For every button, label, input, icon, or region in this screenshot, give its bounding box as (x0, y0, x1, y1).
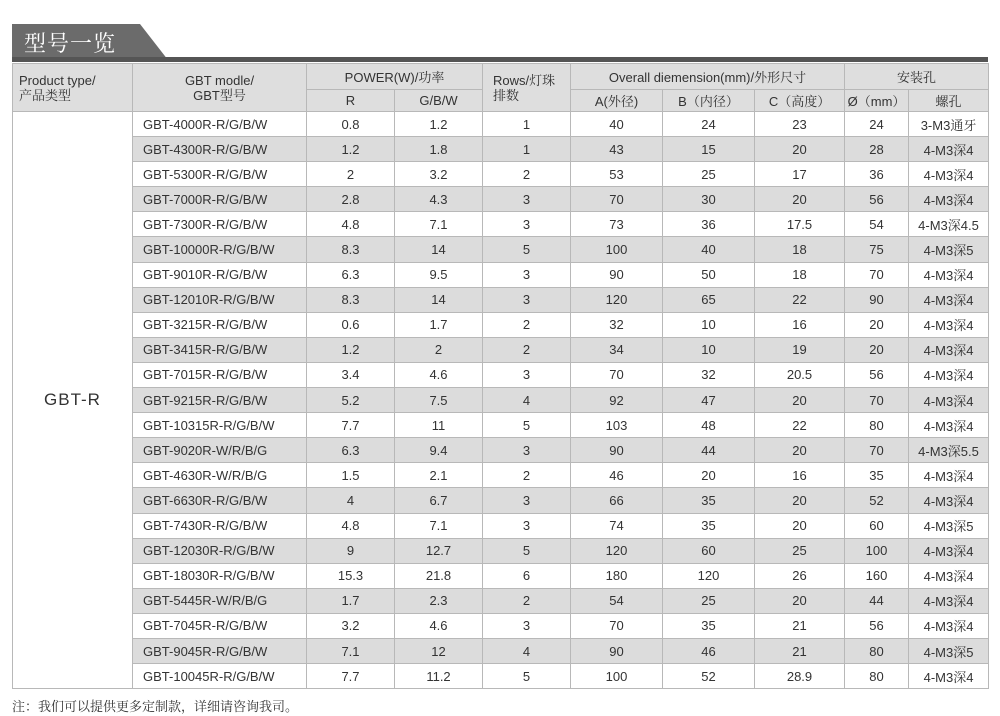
cell-dim-b: 10 (663, 337, 755, 362)
cell-mount-screw: 4-M3深4 (909, 563, 989, 588)
cell-dim-b: 32 (663, 362, 755, 387)
cell-model: GBT-12010R-R/G/B/W (133, 287, 307, 312)
header-model: GBT modle/ GBT型号 (133, 64, 307, 112)
cell-dim-c: 20 (755, 513, 845, 538)
cell-mount-screw: 4-M3深4 (909, 362, 989, 387)
cell-dim-b: 35 (663, 488, 755, 513)
cell-dim-a: 66 (571, 488, 663, 513)
cell-dim-b: 35 (663, 613, 755, 638)
cell-power-r: 6.3 (307, 438, 395, 463)
cell-model: GBT-4000R-R/G/B/W (133, 112, 307, 137)
cell-model: GBT-5300R-R/G/B/W (133, 162, 307, 187)
cell-power-gbw: 14 (395, 287, 483, 312)
table-row (13, 162, 989, 187)
header-power-r: R (307, 90, 395, 112)
cell-rows: 5 (483, 538, 571, 563)
cell-power-gbw: 1.8 (395, 137, 483, 162)
cell-mount-screw: 4-M3深4 (909, 588, 989, 613)
cell-mount-diameter: 24 (845, 112, 909, 137)
header-dim-c: C（高度） (755, 90, 845, 112)
cell-mount-screw: 4-M3深5 (909, 237, 989, 262)
cell-power-gbw: 9.5 (395, 262, 483, 287)
cell-dim-b: 120 (663, 563, 755, 588)
cell-dim-a: 120 (571, 287, 663, 312)
cell-mount-diameter: 35 (845, 463, 909, 488)
cell-power-r: 5.2 (307, 388, 395, 413)
cell-dim-c: 19 (755, 337, 845, 362)
cell-dim-b: 46 (663, 638, 755, 663)
cell-dim-c: 20 (755, 588, 845, 613)
cell-mount-screw: 4-M3深4 (909, 287, 989, 312)
cell-model: GBT-3215R-R/G/B/W (133, 312, 307, 337)
cell-dim-c: 18 (755, 237, 845, 262)
cell-rows: 5 (483, 413, 571, 438)
cell-dim-c: 20 (755, 388, 845, 413)
cell-mount-diameter: 36 (845, 162, 909, 187)
cell-rows: 2 (483, 463, 571, 488)
cell-power-r: 4.8 (307, 212, 395, 237)
table-row (13, 237, 989, 262)
cell-model: GBT-7430R-R/G/B/W (133, 513, 307, 538)
cell-mount-screw: 4-M3深4.5 (909, 212, 989, 237)
cell-product-type: GBT-R (13, 112, 133, 689)
table-row (13, 513, 989, 538)
cell-rows: 1 (483, 137, 571, 162)
cell-dim-a: 90 (571, 638, 663, 663)
cell-rows: 3 (483, 287, 571, 312)
cell-power-gbw: 11.2 (395, 664, 483, 689)
cell-power-gbw: 11 (395, 413, 483, 438)
cell-dim-c: 21 (755, 613, 845, 638)
header-rows: Rows/灯珠 排数 (483, 64, 571, 112)
header-dim-a: A(外径) (571, 90, 663, 112)
cell-power-r: 6.3 (307, 262, 395, 287)
cell-power-gbw: 12 (395, 638, 483, 663)
cell-power-r: 2.8 (307, 187, 395, 212)
cell-model: GBT-10045R-R/G/B/W (133, 664, 307, 689)
page-title: 型号一览 (24, 32, 117, 57)
table-row (13, 488, 989, 513)
cell-dim-c: 21 (755, 638, 845, 663)
cell-power-r: 1.7 (307, 588, 395, 613)
cell-dim-a: 74 (571, 513, 663, 538)
cell-dim-a: 54 (571, 588, 663, 613)
cell-dim-a: 103 (571, 413, 663, 438)
cell-rows: 3 (483, 488, 571, 513)
table-row (13, 588, 989, 613)
cell-dim-a: 70 (571, 613, 663, 638)
cell-dim-b: 10 (663, 312, 755, 337)
cell-power-r: 2 (307, 162, 395, 187)
table-body (13, 112, 989, 689)
cell-mount-screw: 4-M3深4 (909, 262, 989, 287)
cell-power-gbw: 2.1 (395, 463, 483, 488)
cell-dim-a: 43 (571, 137, 663, 162)
cell-mount-screw: 4-M3深5.5 (909, 438, 989, 463)
cell-dim-c: 22 (755, 287, 845, 312)
cell-mount-screw: 4-M3深4 (909, 337, 989, 362)
cell-mount-screw: 4-M3深4 (909, 162, 989, 187)
cell-model: GBT-9010R-R/G/B/W (133, 262, 307, 287)
table-row (13, 613, 989, 638)
cell-power-r: 7.7 (307, 664, 395, 689)
cell-dim-b: 36 (663, 212, 755, 237)
cell-power-gbw: 6.7 (395, 488, 483, 513)
cell-power-r: 15.3 (307, 563, 395, 588)
cell-mount-diameter: 70 (845, 388, 909, 413)
header-mount: 安装孔 (845, 64, 989, 90)
footnote: 注：我们可以提供更多定制款，详细请咨询我司。 (12, 700, 299, 715)
cell-mount-diameter: 44 (845, 588, 909, 613)
cell-mount-screw: 4-M3深4 (909, 137, 989, 162)
cell-power-r: 8.3 (307, 237, 395, 262)
cell-mount-diameter: 56 (845, 362, 909, 387)
cell-dim-c: 28.9 (755, 664, 845, 689)
cell-power-gbw: 9.4 (395, 438, 483, 463)
cell-dim-b: 48 (663, 413, 755, 438)
cell-dim-c: 22 (755, 413, 845, 438)
header-product-type: Product type/ 产品类型 (13, 64, 133, 112)
cell-dim-b: 24 (663, 112, 755, 137)
cell-mount-screw: 4-M3深4 (909, 488, 989, 513)
cell-mount-diameter: 70 (845, 262, 909, 287)
cell-rows: 5 (483, 664, 571, 689)
cell-model: GBT-7045R-R/G/B/W (133, 613, 307, 638)
cell-dim-a: 120 (571, 538, 663, 563)
cell-dim-b: 50 (663, 262, 755, 287)
cell-rows: 3 (483, 613, 571, 638)
cell-power-r: 7.7 (307, 413, 395, 438)
cell-mount-screw: 4-M3深4 (909, 388, 989, 413)
cell-mount-screw: 4-M3深4 (909, 187, 989, 212)
cell-power-r: 1.2 (307, 337, 395, 362)
title-divider (12, 57, 988, 62)
cell-mount-diameter: 56 (845, 613, 909, 638)
cell-dim-c: 17 (755, 162, 845, 187)
cell-dim-a: 40 (571, 112, 663, 137)
cell-power-r: 3.4 (307, 362, 395, 387)
cell-dim-a: 73 (571, 212, 663, 237)
cell-mount-screw: 4-M3深4 (909, 312, 989, 337)
cell-mount-diameter: 60 (845, 513, 909, 538)
cell-model: GBT-12030R-R/G/B/W (133, 538, 307, 563)
cell-dim-b: 25 (663, 588, 755, 613)
cell-dim-a: 53 (571, 162, 663, 187)
cell-model: GBT-5445R-W/R/B/G (133, 588, 307, 613)
cell-mount-diameter: 20 (845, 312, 909, 337)
cell-dim-b: 40 (663, 237, 755, 262)
cell-rows: 3 (483, 262, 571, 287)
table-row (13, 212, 989, 237)
table-row (13, 312, 989, 337)
cell-model: GBT-4630R-W/R/B/G (133, 463, 307, 488)
table-row (13, 388, 989, 413)
cell-rows: 2 (483, 162, 571, 187)
cell-power-gbw: 4.6 (395, 362, 483, 387)
cell-mount-diameter: 90 (845, 287, 909, 312)
cell-power-r: 1.2 (307, 137, 395, 162)
cell-dim-c: 16 (755, 463, 845, 488)
cell-dim-b: 15 (663, 137, 755, 162)
cell-rows: 3 (483, 187, 571, 212)
cell-model: GBT-6630R-R/G/B/W (133, 488, 307, 513)
cell-rows: 3 (483, 513, 571, 538)
cell-dim-c: 17.5 (755, 212, 845, 237)
cell-rows: 2 (483, 312, 571, 337)
cell-dim-b: 25 (663, 162, 755, 187)
cell-dim-c: 18 (755, 262, 845, 287)
cell-mount-screw: 4-M3深5 (909, 638, 989, 663)
cell-mount-diameter: 100 (845, 538, 909, 563)
cell-rows: 3 (483, 438, 571, 463)
cell-dim-a: 70 (571, 187, 663, 212)
cell-dim-c: 25 (755, 538, 845, 563)
cell-mount-screw: 3-M3通牙 (909, 112, 989, 137)
spec-table (12, 63, 989, 689)
cell-dim-b: 44 (663, 438, 755, 463)
cell-model: GBT-7300R-R/G/B/W (133, 212, 307, 237)
cell-rows: 5 (483, 237, 571, 262)
cell-dim-a: 32 (571, 312, 663, 337)
cell-dim-a: 100 (571, 237, 663, 262)
cell-power-gbw: 3.2 (395, 162, 483, 187)
header-dim-b: B（内径） (663, 90, 755, 112)
cell-mount-diameter: 80 (845, 638, 909, 663)
cell-power-gbw: 1.2 (395, 112, 483, 137)
cell-mount-screw: 4-M3深4 (909, 538, 989, 563)
cell-power-gbw: 12.7 (395, 538, 483, 563)
cell-mount-diameter: 70 (845, 438, 909, 463)
cell-power-r: 0.6 (307, 312, 395, 337)
cell-dim-b: 20 (663, 463, 755, 488)
cell-dim-b: 35 (663, 513, 755, 538)
cell-mount-diameter: 54 (845, 212, 909, 237)
cell-model: GBT-7015R-R/G/B/W (133, 362, 307, 387)
table-row (13, 413, 989, 438)
cell-power-gbw: 14 (395, 237, 483, 262)
table-row (13, 563, 989, 588)
cell-dim-a: 100 (571, 664, 663, 689)
cell-power-r: 9 (307, 538, 395, 563)
cell-mount-diameter: 75 (845, 237, 909, 262)
cell-dim-c: 20 (755, 187, 845, 212)
cell-dim-b: 52 (663, 664, 755, 689)
cell-dim-a: 46 (571, 463, 663, 488)
header-power-gbw: G/B/W (395, 90, 483, 112)
table-row (13, 638, 989, 663)
cell-dim-b: 65 (663, 287, 755, 312)
cell-power-gbw: 21.8 (395, 563, 483, 588)
cell-mount-diameter: 28 (845, 137, 909, 162)
cell-model: GBT-9020R-W/R/B/G (133, 438, 307, 463)
cell-mount-diameter: 20 (845, 337, 909, 362)
cell-mount-diameter: 52 (845, 488, 909, 513)
header-power: POWER(W)/功率 (307, 64, 483, 90)
cell-power-r: 8.3 (307, 287, 395, 312)
cell-rows: 4 (483, 638, 571, 663)
cell-power-r: 4.8 (307, 513, 395, 538)
cell-power-r: 1.5 (307, 463, 395, 488)
cell-dim-c: 20 (755, 488, 845, 513)
table-row (13, 262, 989, 287)
cell-power-gbw: 2.3 (395, 588, 483, 613)
cell-rows: 3 (483, 362, 571, 387)
cell-mount-screw: 4-M3深5 (909, 513, 989, 538)
cell-mount-diameter: 80 (845, 413, 909, 438)
cell-power-gbw: 1.7 (395, 312, 483, 337)
cell-dim-a: 70 (571, 362, 663, 387)
cell-power-gbw: 2 (395, 337, 483, 362)
cell-mount-diameter: 160 (845, 563, 909, 588)
cell-dim-c: 20 (755, 137, 845, 162)
table-row (13, 187, 989, 212)
cell-dim-a: 180 (571, 563, 663, 588)
cell-power-gbw: 7.5 (395, 388, 483, 413)
cell-dim-a: 90 (571, 262, 663, 287)
table-row (13, 463, 989, 488)
cell-model: GBT-4300R-R/G/B/W (133, 137, 307, 162)
cell-model: GBT-10315R-R/G/B/W (133, 413, 307, 438)
table-row (13, 137, 989, 162)
cell-power-r: 7.1 (307, 638, 395, 663)
cell-dim-b: 30 (663, 187, 755, 212)
cell-mount-screw: 4-M3深4 (909, 613, 989, 638)
cell-mount-screw: 4-M3深4 (909, 413, 989, 438)
cell-model: GBT-7000R-R/G/B/W (133, 187, 307, 212)
cell-dim-c: 16 (755, 312, 845, 337)
cell-dim-a: 34 (571, 337, 663, 362)
header-mount-screw: 螺孔 (909, 90, 989, 112)
cell-power-gbw: 4.6 (395, 613, 483, 638)
table-row (13, 112, 989, 137)
cell-model: GBT-9045R-R/G/B/W (133, 638, 307, 663)
cell-dim-c: 23 (755, 112, 845, 137)
cell-dim-c: 26 (755, 563, 845, 588)
cell-power-r: 0.8 (307, 112, 395, 137)
cell-rows: 2 (483, 588, 571, 613)
cell-power-gbw: 4.3 (395, 187, 483, 212)
cell-rows: 4 (483, 388, 571, 413)
cell-power-r: 3.2 (307, 613, 395, 638)
cell-dim-c: 20 (755, 438, 845, 463)
cell-mount-diameter: 80 (845, 664, 909, 689)
cell-mount-diameter: 56 (845, 187, 909, 212)
cell-dim-b: 60 (663, 538, 755, 563)
table-row (13, 538, 989, 563)
header-mount-diameter: Ø（mm） (845, 90, 909, 112)
cell-rows: 1 (483, 112, 571, 137)
cell-mount-screw: 4-M3深4 (909, 463, 989, 488)
cell-model: GBT-18030R-R/G/B/W (133, 563, 307, 588)
cell-rows: 2 (483, 337, 571, 362)
cell-rows: 3 (483, 212, 571, 237)
table-row (13, 287, 989, 312)
cell-power-gbw: 7.1 (395, 513, 483, 538)
cell-dim-c: 20.5 (755, 362, 845, 387)
cell-mount-screw: 4-M3深4 (909, 664, 989, 689)
cell-power-gbw: 7.1 (395, 212, 483, 237)
cell-dim-a: 90 (571, 438, 663, 463)
table-row (13, 438, 989, 463)
cell-rows: 6 (483, 563, 571, 588)
table-row (13, 337, 989, 362)
cell-dim-a: 92 (571, 388, 663, 413)
cell-power-r: 4 (307, 488, 395, 513)
table-row (13, 664, 989, 689)
table-row (13, 362, 989, 387)
cell-model: GBT-10000R-R/G/B/W (133, 237, 307, 262)
cell-model: GBT-3415R-R/G/B/W (133, 337, 307, 362)
title-banner (0, 0, 1000, 64)
cell-dim-b: 47 (663, 388, 755, 413)
header-dimension: Overall diemension(mm)/外形尺寸 (571, 64, 845, 90)
cell-model: GBT-9215R-R/G/B/W (133, 388, 307, 413)
